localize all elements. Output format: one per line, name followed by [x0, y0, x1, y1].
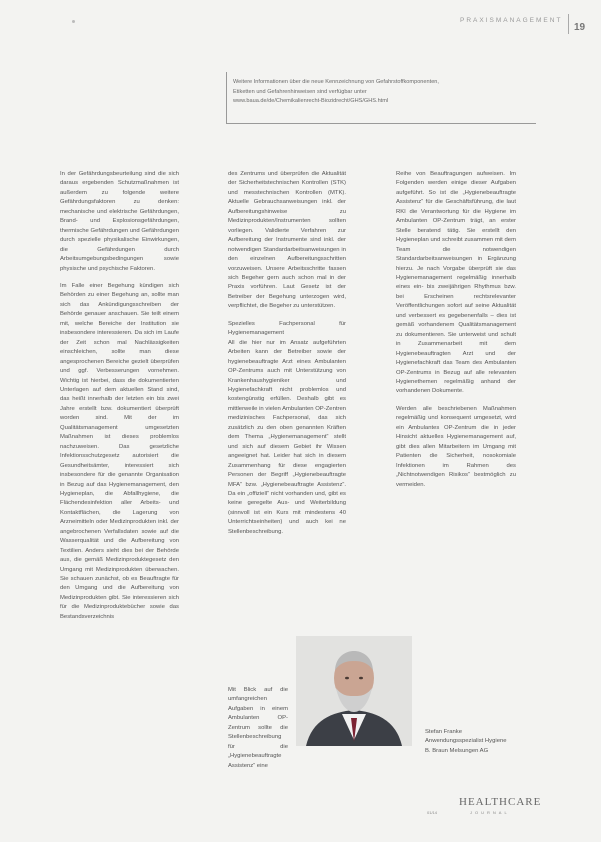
author-name: Stefan Franke — [425, 729, 463, 735]
paragraph: Reihe von Beauftragungen aufweisen. Im Folgenden werden einige dieser Aufgaben aufgeführt. So ist die „Hygienebeauftragte Assistenz“ für die Geschäftsführung, die laut RKI die Verantwortung für die Hygiene im Ambulanten OP-Zentrum trägt, an erster Stelle beratend tätig. Sie erstellt den Hygieneplan und schreibt zusammen mit dem Team die notwendigen Standardarbeitsanweisungen in Ergänzung hierzu. Je nach Vorgabe überprüft sie das Hygienemanagement regelmäßig innerhalb eines ein- bis zweijährigen Rhythmus bzw. bei Erscheinen rechtsrelevanter Veröffentlichungen sofort auf seine Aktualität und verbessert es gegebenenfalls – dies ist gemäß vorhandenem Qualitätsmanagement zu dokumentieren. Sie unterweist und schult in Zusammenarbeit mit dem Hygienebeauftragten Arzt und der Hygienefachkraft das Team des Ambulanten OP-Zentrums in Bezug auf alle relevanten Hygienethemen regelmäßig anhand der vorhandenen Dokumente. — [396, 171, 516, 395]
journal-logo-subtitle: JOURNAL — [470, 810, 510, 815]
portrait-illustration — [296, 636, 412, 746]
text-column-1 — [60, 170, 179, 630]
info-line: Weitere Informationen über die neue Kennzeichnung von Gefahrstoffkomponenten, — [233, 79, 439, 85]
info-box — [226, 72, 536, 124]
paragraph: des Zentrums und überprüfen die Aktualität der Sicherheitstechnischen Kontrollen (STK) und messtechnischen Kontrollen (MTK). Aktuelle Gebrauchsanweisungen inkl. der Aufbereitungshinweise zu Medizinprodukten/Instrumenten sollten vorliegen. Validierte Verfahren zur Aufbereitung der Instrumente sind inkl. der notwendigen Standardarbeitsanweisungen in den einzelnen Aufbereitungsschritten vorzuweisen. Unsere Arbeitsschritte fassen sich Begeher gern auch schon mal in der Praxis vorführen. Laut Gesetz ist der Betreiber der Begehung unterzogen wird, verpflichtet, die Begeher zu unterstützen. — [228, 171, 346, 310]
header-divider — [568, 14, 569, 34]
journal-logo: HEALTHCARE — [459, 796, 542, 808]
paragraph: Im Falle einer Begehung kündigen sich Behörden zu einer Begehung an, sollte man sich das Ankündigungsschreiben der Behörde genauer anschauen. Sie teilt einem mit, welche Bereiche der Institution sie insbesondere interessieren. Da sich im Laufe der Zeit schon mal Nachlässigkeiten einschleichen, sollte man diese angesprochenen Bereiche gezielt überprüfen und ggf. Verbesserungen vornehmen. Wichtig ist hierbei, dass die dokumentierten Unterlagen auf dem aktuellen Stand sind, das heißt innerhalb der letzten ein bis zwei Jahre erstellt bzw. dokumentiert überprüft worden sind. Mit der im Qualitätsmanagement umgesetzten Maßnahmen ist dieses problemlos nachzuweisen. Das gesetzliche Infektionsschutzgesetz autorisiert die Gesundheitsämter, interessiert sich insbesondere für die genannte Organisation in Bezug auf das Hygienemanagement, den Hygieneplan, die Abfallhygiene, die Flächendesinfektion aller Arbeits- und Kontaktflächen, die Lagerung von Arzneimitteln oder Medizinprodukten inkl. der angebrochenen Verfallsdaten sowie auf die Wasserqualität und die Aufbereitung von Textilien. Anders sieht dies bei der Behörde aus, die gemäß Medizinproduktegesetz den Umgang mit Medizinprodukten überwachen. Sie schauen zunächst, ob es Beauftragte für den Umgang und die Aufbereitung von Medizinprodukten gibt. Sie interessieren sich für die Medizinproduktebücher sowie das Bestandsverzeichnis — [60, 282, 179, 620]
text-column-2 — [228, 170, 346, 545]
paragraph: Werden alle beschriebenen Maßnahmen regelmäßig und konsequent umgesetzt, wird ein Ambulantes OP-Zentrum die in jeder Hinsicht aktuelles Hygienemanagement auf, gibt dies allen Mitarbeitern im Umgang mit Patienten die Sicherheit, nosokomiale Infektionen im Rahmen des „Nichtnotwendigen Risikos“ bestmöglich zu vermeiden. — [396, 405, 516, 488]
info-link[interactable]: www.baua.de/de/Chemikalienrecht-Biozidrecht/GHS/GHS.html — [233, 98, 389, 104]
author-role: Anwendungsspezialist Hygiene — [425, 738, 507, 745]
info-line: Etiketten und Gefahrenhinweisen sind verfügbar unter — [233, 88, 367, 95]
paragraph: All die hier nur im Ansatz aufgeführten Arbeiten kann der Betreiber sowie der hygienebeauftragte Arzt eines Ambulanten OP-Zentrums auch mit Unterstützung von Krankenhaushygieniker und Hygienefachkraft nicht problemlos und kostengünstig erfüllen. Deshalb gibt es mittlerweile in vielen Ambulanten OP-Zentren medizinisches Fachpersonal, das sich zusätzlich zu den oben genannten Kräften dem Thema „Hygienemanagement“ stellt und sich auf diesem Gebiet ihr Wissen angeeignet hat. Leider hat sich in diesem Zusammenhang für diese engagierten Personen der Begriff „Hygienebeauftragte MFA“ bzw. „Hygienebeauftragte Assistenz“. Da ein „offiziell“ nicht vorhanden und, gibt es keine geregelte Aus- und Weiterbildung (sinnvoll ist ein Kurs mit mindestens 40 Unterrichtseinheiten) und auch kei ne Stellenbeschreibung. — [228, 339, 346, 535]
author-company: B. Braun Melsungen AG — [425, 747, 489, 754]
author-photo — [296, 636, 412, 746]
text-column-3 — [396, 170, 516, 498]
page-number: 19 — [574, 22, 586, 33]
paragraph: Mit Blick auf die umfangreichen Aufgaben in einem Ambulanten OP-Zentrum sollte die Stellenbeschreibung für die „Hygienebeauftragte Assistenz“ eine — [228, 687, 288, 769]
text-column-2-continued — [228, 686, 288, 771]
section-heading: Spezielles Fachpersonal für Hygienemanagement — [228, 320, 346, 337]
photo-caption — [425, 728, 507, 756]
paragraph: In der Gefährdungsbeurteilung sind die sich daraus ergebenden Schutzmaßnahmen ist außerdem zu folgende weitere Gefährdungsfaktoren zu denken: mechanische und elektrische Gefährdungen, Brand- und Explosionsgefährdungen, thermische Gefährdungen und Gefährdungen durch spezielle physikalische Einwirkungen, die Gefährdungen durch Arbeitsumgebungsbedingungen sowie physische und psychische Faktoren. — [60, 171, 179, 272]
section-title: PRAXISMANAGEMENT — [460, 17, 563, 24]
header-dot — [72, 20, 75, 23]
footer-issue-code: 01/14 — [427, 810, 438, 815]
